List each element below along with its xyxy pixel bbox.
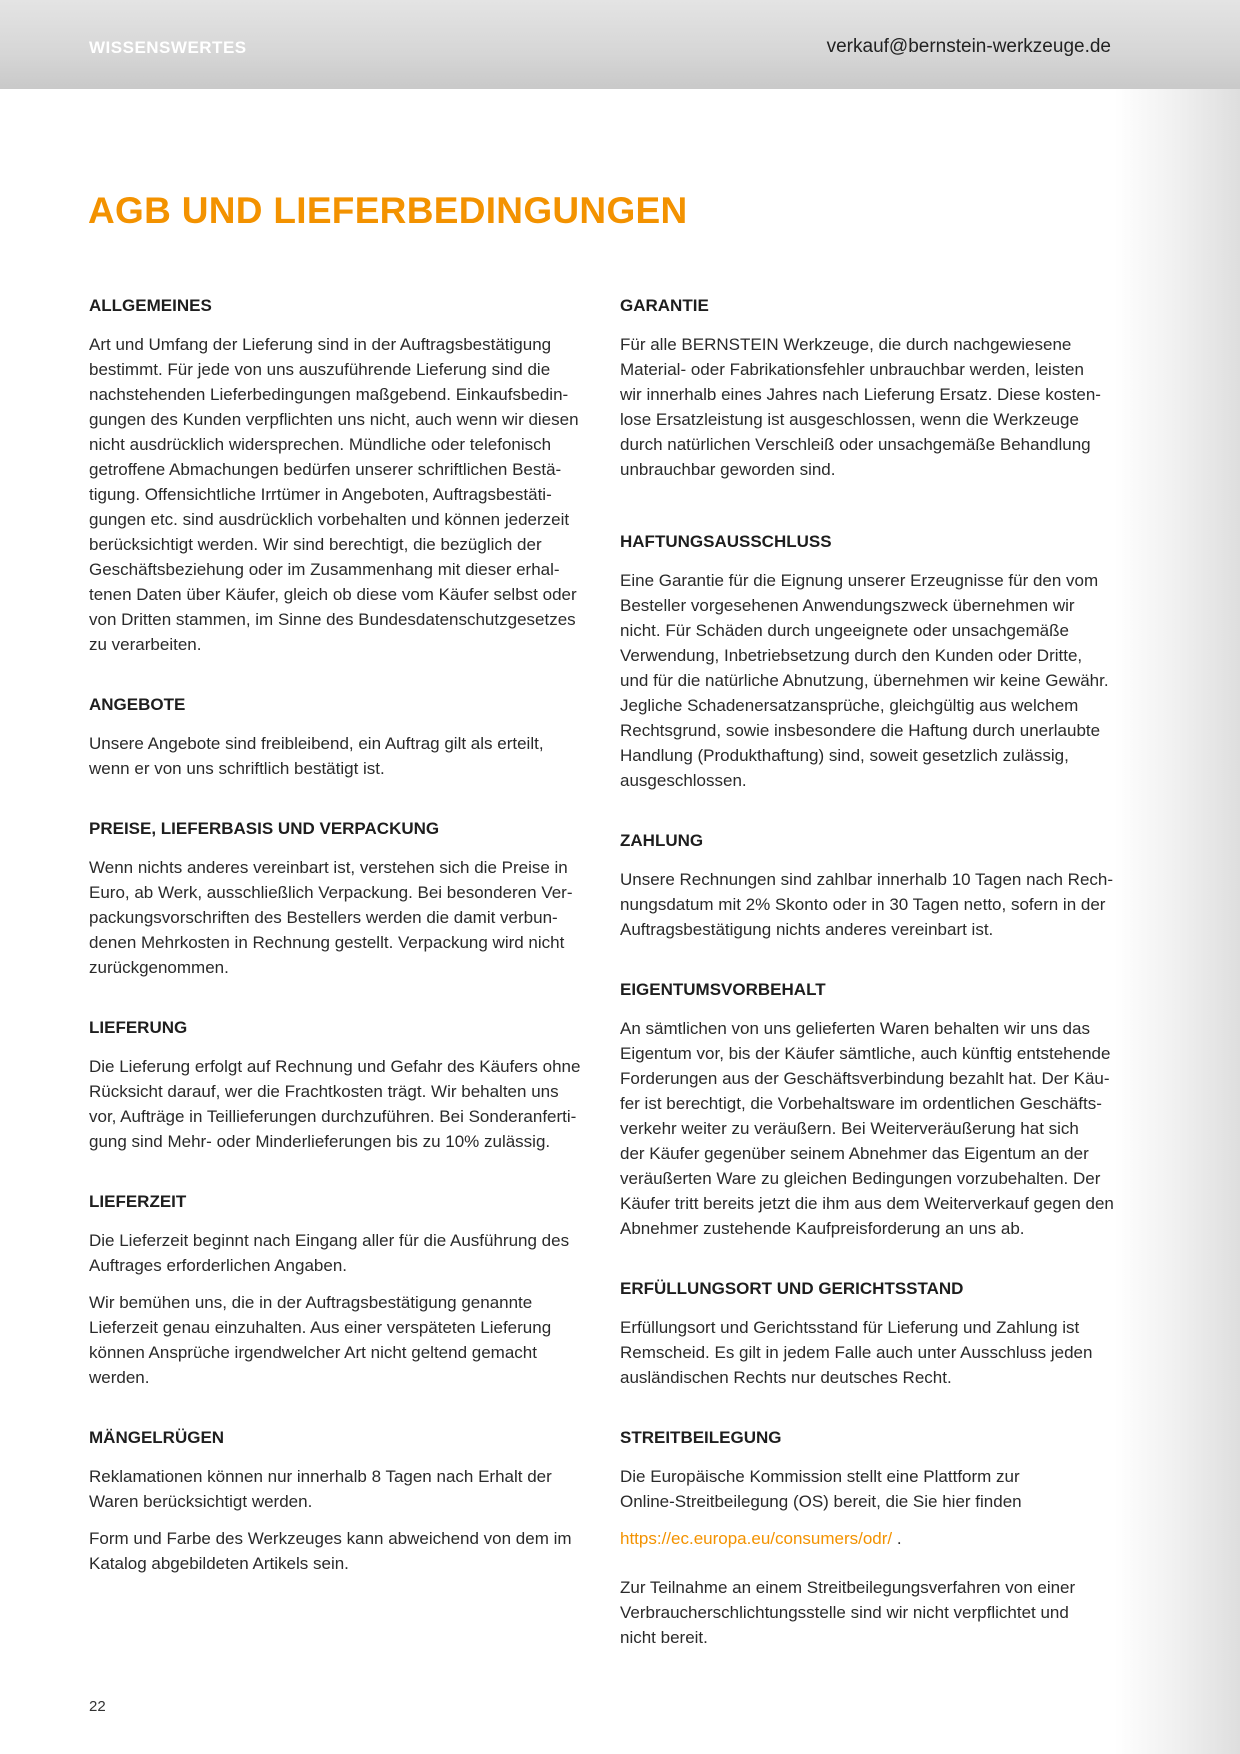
right-column: [620, 296, 1120, 1662]
section-heading: EIGENTUMSVORBEHALT: [620, 980, 826, 999]
left-column: [89, 296, 589, 1588]
section-haftungsausschluss: [620, 532, 1120, 793]
odr-link-line: [620, 1526, 1120, 1551]
section-text: Zur Teilnahme an einem Streitbeilegungsverfahren von einer Verbraucherschlichtungsstelle sind wir nicht verpflichtet und nicht bereit.: [620, 1578, 1076, 1647]
section-text: An sämtlichen von uns gelieferten Waren behalten wir uns das Eigentum vor, bis der Käufer sämtliche, auch künftig entstehende Forderungen aus der Geschäftsverbindung bezahlt hat. Der Käu- fer ist berechtigt, die Vorbehaltsware im ordentlichen Geschäfts- verkehr weiter zu veräußern. Bei Weiterveräußerung hat sich der Käufer gegenüber seinem Abnehmer das Eigentum an der veräußerten Ware zu gleichen Bedingungen vorzubehalten. Der Käufer tritt bereits jetzt die ihm aus dem Weiterverkauf gegen den Abnehmer zustehende Kaufpreisforderung an uns ab.: [620, 1019, 1114, 1238]
section-text: Unsere Angebote sind freibleibend, ein Auftrag gilt als erteilt, wenn er von uns schriftlich bestätigt ist.: [89, 734, 544, 778]
section-garantie: [620, 296, 1120, 482]
section-heading: ERFÜLLUNGSORT UND GERICHTSSTAND: [620, 1279, 964, 1298]
section-heading: ZAHLUNG: [620, 831, 704, 850]
section-heading: STREITBEILEGUNG: [620, 1428, 782, 1447]
page-title: AGB UND LIEFERBEDINGUNGEN: [88, 190, 688, 231]
section-text: Wenn nichts anderes vereinbart ist, verstehen sich die Preise in Euro, ab Werk, ausschließlich Verpackung. Bei besonderen Ver- packungsvorschriften des Bestellers werden die damit verbun- denen Mehrkosten in Rechnung gestellt. Verpackung wird nicht zurückgenommen.: [89, 858, 573, 977]
section-text: Form und Farbe des Werkzeuges kann abweichend von dem im Katalog abgebildeten Artikels sein.: [89, 1529, 572, 1573]
section-text: Erfüllungsort und Gerichtsstand für Lieferung und Zahlung ist Remscheid. Es gilt in jedem Falle auch unter Ausschluss jeden ausländischen Rechts nur deutsches Recht.: [620, 1318, 1093, 1387]
section-heading: HAFTUNGSAUSSCHLUSS: [620, 532, 832, 551]
section-text: Die Lieferung erfolgt auf Rechnung und Gefahr des Käufers ohne Rücksicht darauf, wer die Frachtkosten trägt. Wir behalten uns vor, Aufträge in Teillieferungen durchzuführen. Bei Sonderanferti- gung sind Mehr- oder Minderlieferungen bis zu 10% zulässig.: [89, 1057, 581, 1151]
section-eigentumsvorbehalt: [620, 980, 1120, 1241]
section-text: Eine Garantie für die Eignung unserer Erzeugnisse für den vom Besteller vorgesehenen Anwendungszweck übernehmen wir nicht. Für Schäden durch ungeeignete oder unsachgemäße Verwendung, Inbetriebsetzung durch den Kunden oder Dritte, und für die natürliche Abnutzung, übernehmen wir keine Gewähr. Jegliche Schadenersatzansprüche, gleichgültig aus welchem Rechtsgrund, sowie insbesondere die Haftung durch unerlaubte Handlung (Produkthaftung) sind, soweit gesetzlich zulässig, ausgeschlossen.: [620, 571, 1109, 790]
section-text: Die Europäische Kommission stellt eine Plattform zur Online-Streitbeilegung (OS) bereit, die Sie hier finden: [620, 1467, 1022, 1511]
odr-link[interactable]: https://ec.europa.eu/consumers/odr/: [620, 1529, 893, 1548]
section-heading: GARANTIE: [620, 296, 709, 315]
section-zahlung: [620, 831, 1120, 942]
section-lieferzeit: [89, 1192, 589, 1390]
page-header: [0, 0, 1240, 89]
section-maengelruegen: [89, 1428, 589, 1576]
section-allgemeines: [89, 296, 589, 657]
section-text: Die Lieferzeit beginnt nach Eingang aller für die Ausführung des Auftrages erforderlichen Angaben.: [89, 1231, 570, 1275]
section-label: WISSENSWERTES: [89, 38, 247, 57]
section-heading: LIEFERUNG: [89, 1018, 188, 1037]
section-erfuellungsort: [620, 1279, 1120, 1390]
page-edge-shadow: [1115, 89, 1240, 1754]
section-heading: PREISE, LIEFERBASIS UND VERPACKUNG: [89, 819, 440, 838]
section-text: Art und Umfang der Lieferung sind in der Auftragsbestätigung bestimmt. Für jede von uns auszuführende Lieferung sind die nachstehenden Lieferbedingungen maßgebend. Einkaufsbedin- gungen des Kunden verpflichten uns nicht, auch wenn wir diesen nicht ausdrücklich widersprechen. Mündliche oder telefonisch getroffene Abmachungen bedürfen unserer schriftlichen Bestä- tigung. Offensichtliche Irrtümer in Angeboten, Auftragsbestäti- gungen etc. sind ausdrücklich vorbehalten und können jederzeit berücksichtigt werden. Wir sind berechtigt, die bezüglich der Geschäftsbeziehung oder im Zusammenhang mit dieser erhal- tenen Daten über Käufer, gleich ob diese vom Käufer selbst oder von Dritten stammen, im Sinne des Bundesdatenschutzgesetzes zu verarbeiten.: [89, 335, 579, 654]
section-angebote: [89, 695, 589, 781]
link-suffix: .: [892, 1529, 902, 1548]
section-heading: ANGEBOTE: [89, 695, 186, 714]
section-text: Wir bemühen uns, die in der Auftragsbestätigung genannte Lieferzeit genau einzuhalten. Aus einer verspäteten Lieferung können Ansprüche irgendwelcher Art nicht geltend gemacht werden.: [89, 1293, 552, 1387]
section-heading: MÄNGELRÜGEN: [89, 1428, 225, 1447]
section-streitbeilegung: [620, 1428, 1120, 1650]
section-heading: ALLGEMEINES: [89, 296, 212, 315]
section-preise: [89, 819, 589, 980]
contact-email[interactable]: verkauf@bernstein-werkzeuge.de: [826, 36, 1111, 57]
section-text: Reklamationen können nur innerhalb 8 Tagen nach Erhalt der Waren berücksichtigt werden.: [89, 1467, 552, 1511]
section-text: Unsere Rechnungen sind zahlbar innerhalb 10 Tagen nach Rech- nungsdatum mit 2% Skonto oder in 30 Tagen netto, sofern in der Auftragsbestätigung nichts anderes vereinbart ist.: [620, 870, 1114, 939]
page-number: 22: [89, 1698, 106, 1715]
section-text: Für alle BERNSTEIN Werkzeuge, die durch nachgewiesene Material- oder Fabrikationsfehler unbrauchbar werden, leisten wir innerhalb eines Jahres nach Lieferung Ersatz. Diese kosten- lose Ersatzleistung ist ausgeschlossen, wenn die Werkzeuge durch natürlichen Verschleiß oder unsachgemäße Behandlung unbrauchbar geworden sind.: [620, 335, 1101, 479]
section-lieferung: [89, 1018, 589, 1154]
section-heading: LIEFERZEIT: [89, 1192, 187, 1211]
